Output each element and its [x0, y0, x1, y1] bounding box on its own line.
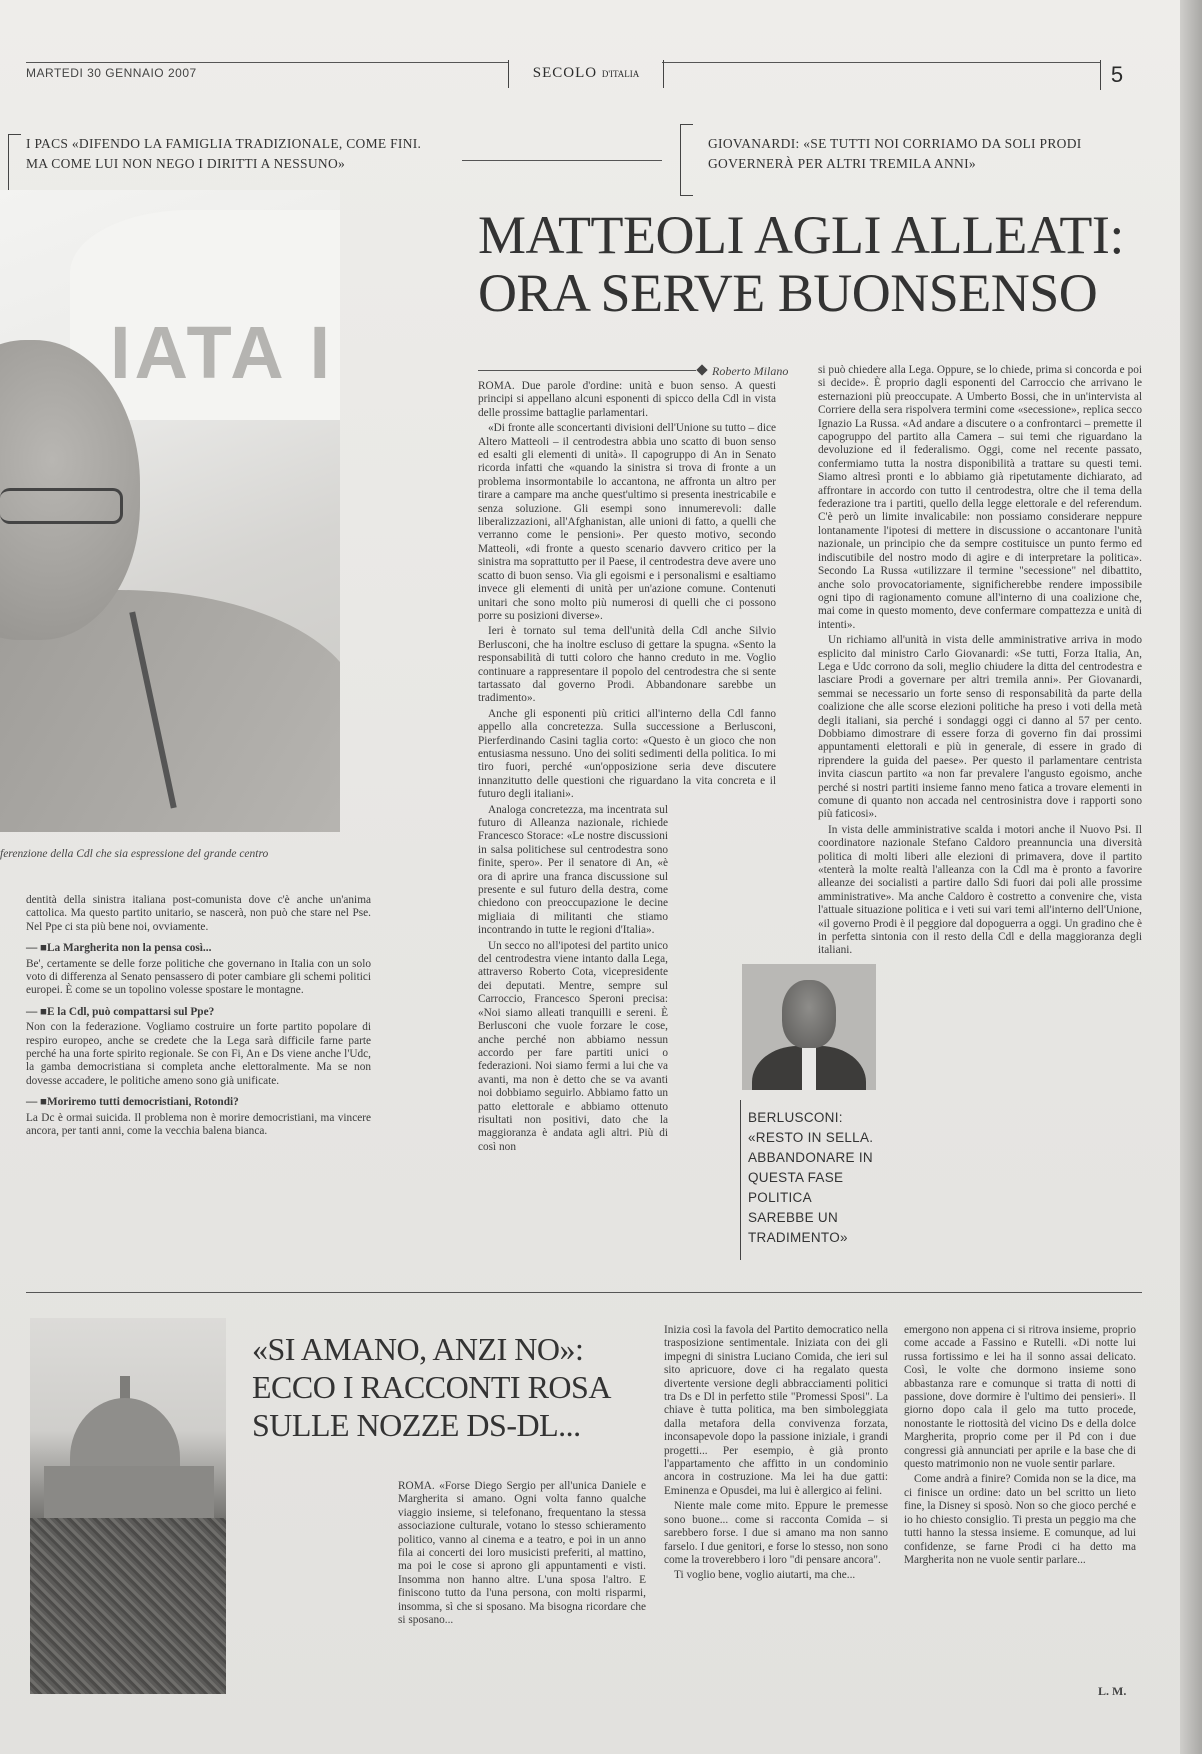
photo-glasses: [0, 488, 123, 524]
paragraph: emergono non appena ci si ritrova insieme, proprio come accade a Fassino e Rutelli. «Di notte lui russa fortissimo e lei ha il sonno assai delicato. Così, le volte che dormono insieme sono abbastanza rare e comunque si tratta di notti di passione, dove dormire è l'ultimo dei pensieri». Il giorno dopo cala il gelo ma tutto procede, nonostante le riottosità del vicino Ds e della dolce Margherita, proprio come per il Pd con i due congressi già annunciati per aprile e la base che di questo matrimonio non ne vuole sentir parlare.: [904, 1324, 1136, 1471]
paragraph: Anche gli esponenti più critici all'interno della Cdl fanno appello alla concretezza. Sulla successione a Berlusconi, Pierferdinando Casini taglia corto: «Questo è un gioco che non entusiasma nessuno. Uno dei soliti sedimenti della politica. Io mi tiro fuori, perché «un'opposizione seria deve discutere innanzitutto delle questioni che riguardano la vita concreta e il futuro degli italiani».: [478, 707, 776, 801]
quote-separator: [462, 160, 662, 161]
header-rule-right: [662, 62, 1100, 63]
newspaper-name: [508, 60, 664, 88]
paragraph: In vista delle amministrative scalda i motori anche il Nuovo Psi. Il coordinatore nazionale Stefano Caldoro preannuncia una diversità politica di molti liberi alle elezioni di primavera, dove il partito «tenterà la molte realtà l'alleanza con la Cdl ma è pronto a favorire alleanze dei socialisti a partire dallo Sdi fuori dai poli alle prossime amministrative». Ma anche Caldoro è costretto a convenire che, vista l'attuale situazione politica e i veti sui vari temi all'interno dell'Unione, «il governo Prodi è il peggiore dal dopoguerra a oggi. Un gradino che è in perfetta sintonia con il resto della Cdl e della maggioranza degli italiani.: [818, 823, 1142, 957]
paragraph: ROMA. Due parole d'ordine: unità e buon senso. A questi principi si appellano alcuni esponenti di spicco della Cdl in vista delle prossime battaglie parlamentari.: [478, 380, 776, 419]
byline-rule: [478, 370, 696, 371]
paragraph-wrap: [478, 804, 668, 1155]
interview-answer: La Dc è ormai suicida. Il problema non è morire democristiani, ma vincere ancora, per tanti anni, come la vecchia balena bianca.: [26, 1111, 371, 1138]
photo-shirt: [802, 1046, 816, 1090]
photo-banner-text: IATA I: [110, 311, 335, 394]
right-quote-bracket: [680, 124, 693, 196]
paragraph: ROMA. «Forse Diego Sergio per all'unica Daniele e Margherita si amano. Ogni volta fanno qualche viaggio insieme, si telefonano, frequentano la stessa associazione culturale, votano lo stesso schieramento politico, vanno al cinema e a teatro, e poi in un anno fila ai concerti dei loro musicisti preferiti, al mattino, ma poi le cose si aprono gli appuntamenti e visti. Insomma non hanno altre. L'una sposa l'altro. E finiscono tutto da l'una persona, con molti risparmi, insomma, sì che si sposano. Ma bisogna ricordare che si sposano...: [398, 1480, 646, 1627]
page-spine: [1180, 0, 1202, 1754]
paragraph: Un secco no all'ipotesi del partito unico del centrodestra viene intanto dalla Lega, attraverso Roberto Cota, vicepresidente dei deputati. Mentre, sempre sul Carroccio, Francesco Speroni precisa: «Noi siamo alleati tranquilli e sereni. È Berlusconi che vuole forzare le cose, anche perché non abbiamo nessun accordo per fare partiti unici o federazioni. Noi siamo fermi a lui che va avanti, ma non è detto che se va avanti noi dobbiamo seguirlo. Abbiamo fatto un patto elettorale e abbiamo ottenuto risultati non positivi, dato che la maggioranza è andata agli altri. Più di così non: [478, 939, 668, 1153]
matteoli-photo: [0, 190, 340, 832]
interview-column: [26, 894, 371, 1145]
section-divider: [26, 1292, 1142, 1293]
photo-face: [782, 980, 836, 1048]
berlusconi-photo: [742, 964, 876, 1090]
paragraph: Ieri è tornato sul tema dell'unità della Cdl anche Silvio Berlusconi, che ha inoltre escluso di gettare la spugna. «Sento la responsabilità di tutti coloro che hanno creduto in me. Voglio continuare a rappresentare il popolo del centrodestra che si sente tartassato dal governo Prodi. Abbandonare sarebbe un tradimento».: [478, 625, 776, 705]
article-column-1: [478, 380, 776, 1260]
photo-caption: ferenzione della Cdl che sia espressione del grande centro: [0, 848, 269, 860]
photo-facade: [44, 1466, 214, 1526]
left-quote-bracket: [8, 134, 21, 198]
rome-crowd-photo: [30, 1318, 226, 1694]
header-rule-left: [26, 62, 508, 63]
paragraph: si può chiedere alla Lega. Oppure, se lo chiede, prima si concorda e poi si decide». È proprio dagli esponenti del Carroccio che arrivano le esternazioni più preoccupate. A Umberto Bossi, che in un'intervista al Corriere della sera rispolvera termini come «secessione», replica secco Ignazio La Russa. «Ad andare a discutere o a confrontarci – premette il capogruppo del partito alla Camera – sui temi che riguardano la devoluzione ed il federalismo. Oggi, come nel recente passato, confermiamo tutta la nostra disponibilità a trattare su questi temi. Siamo altresì pronti e lo abbiamo già ripetutamente dichiarato, ad affrontare in accordo con tutto il centrodestra, oltre che il tema della federazione tra i partiti, quello della legge elettorale e del referendum. C'è però un limite invalicabile: non possiamo considerare neppure lontanamente l'ipotesi di mettere in discussione o accantonare l'unità nazionale, un principio che da sempre costituisce un punto fermo ed indiscutibile del nostro modo di agire e di interpretare la politica». Secondo La Russa «utilizzare il termine "secessione" nel dibattito, anche solo provocatoriamente, significherebbe rendere impossibile ogni tipo di ragionamento comune all'interno di una coalizione che, mai come in questo momento, deve confermare compattezza e unità di intenti».: [818, 364, 1142, 631]
interview-answer: Non con la federazione. Vogliamo costruire un forte partito popolare di respiro europeo, anche se credete che la Lega sarà difficile farne parte perché ha una forte spirito regionale. Se con Fi, An e Ds viene anche l'Udc, la gamba democristiana si completa anche elettoralmente. Ma se non dovesse accadere, le politiche ameno sono già unificate.: [26, 1021, 371, 1087]
article-headline: MATTEOLI AGLI ALLEATI: ORA SERVE BUONSENSO: [478, 205, 1124, 323]
issue-date: MARTEDI 30 GENNAIO 2007: [26, 66, 197, 80]
article-signature: L. M.: [1098, 1684, 1127, 1698]
newspaper-suffix: D'ITALIA: [601, 69, 640, 79]
lower-article-column-2: [664, 1324, 888, 1694]
interview-question: — ■ E la Cdl, può compattarsi sul Ppe?: [26, 1006, 371, 1019]
photo-dome: [70, 1398, 180, 1468]
page-number: 5: [1100, 60, 1133, 90]
box-quote-bracket: [740, 1100, 747, 1260]
interview-intro: dentità della sinistra italiana post-comunista dove c'è anche un'anima cattolica. Ma questo partito unitario, se nascerà, non può che stare nel Pse. Nel Ppe ci sta più bene noi, ovviamente.: [26, 894, 371, 933]
paragraph: «Di fronte alle sconcertanti divisioni dell'Unione su tutto – dice Altero Matteoli – il centrodestra abbia uno scatto di buon senso ed esalti gli elementi di unità». Il capogruppo di An in Senato ricorda infatti che «quando la sinistra si trova di fronte a un problema insormontabile lo accantona, ne affronta un altro per tirare a campare ma anche quest'ultimo si presenta inestricabile e senza soluzione. Gli esempi sono innumerevoli: dalle liberalizzazioni, all'Afghanistan, alle unioni di fatto, a quelli che verranno come le pensioni». Per questo motivo, secondo Matteoli, «di fronte a questo scenario davvero critico per la sinistra ma soprattutto per il Paese, il centrodestra deve avere uno scatto di buon senso. Via gli egoismi e i personalismi e esaltiamo invece gli elementi di unità per un'azione comune. Contenuti unitari che sono molto più numerosi di quelli che ci possono porre su posizioni diverse».: [478, 422, 776, 622]
paragraph: Inizia così la favola del Partito democratico nella trasposizione sentimentale. Iniziata con dei gli impegni di sinistra Luciano Comida, che ieri sul sito apricuore, dove ci ha regalato questa divertente versione degli abbracciamenti politici tra Ds e Dl in perfetto stile "Promessi Sposi". La chiave è tutta politica, ma ben simboleggiata dalla metafora della convivenza forzata, inconsapevole dopo la passione iniziale, i grandi progetti... Per esempio, è già pronto l'appartamento che affitto in un condominio ancora in costruzione. Ma lei ha due gatti: Eminenza e Opusdei, ma lui è allergico ai felini.: [664, 1324, 888, 1497]
paragraph: Come andrà a finire? Comida non se la dice, ma ci finisce un ordine: dato un bel scritto un lieto fine, la Disney si sposò. Non so che gioco perché e io ho chiesto consiglio. Ti presta un peggio ma che tutti hanno la stessa insieme. E comunque, ad lui confidenze, se farne Prodi ci ha detto ma Margherita non ne vuole sentir parlare...: [904, 1473, 1136, 1566]
paragraph: Analoga concretezza, ma incentrata sul futuro di Alleanza nazionale, richiede Francesco Storace: «Le nostre discussioni in salsa politichese sul centrodestra sono finite, spero». Per il senatore di An, «è ora di aprire una franca discussione sul presente e sul futuro della destra, come chiedono con preoccupazione le decine migliaia di militanti che stiamo incontrando in tutte le regioni d'Italia».: [478, 803, 668, 937]
berlusconi-quote: BERLUSCONI: «RESTO IN SELLA. ABBANDONARE IN QUESTA FASE POLITICA SAREBBE UN TRADIMENTO»: [748, 1110, 874, 1245]
article-byline: Roberto Milano: [712, 364, 789, 378]
interview-answer: Be', certamente se delle forze politiche che governano in Italia con un solo voto di differenza al Senato pensassero di poter cambiare gli schemi politici europei. È come se un topolino volesse spostare le montagne.: [26, 957, 371, 997]
pacs-quote: I PACS «DIFENDO LA FAMIGLIA TRADIZIONALE, COME FINI. MA COME LUI NON NEGO I DIRITTI A NESSUNO»: [26, 136, 422, 171]
lower-article-headline: «SI AMANO, ANZI NO»: ECCO I RACCONTI ROSA SULLE NOZZE DS-DL...: [252, 1331, 610, 1443]
paragraph: Un richiamo all'unità in vista delle amministrative arriva in modo esplicito dal ministro Carlo Giovanardi: «Se tutti, Forza Italia, An, Lega e Udc corrono da soli, meglio chiudere la ditta del centrodestra e lasciare Prodi a governare per altri tremila anni». Per Giovanardi, semmai se necessario un forte senso di responsabilità da parte della coalizione che alle scorse elezioni politiche ha preso i voti della metà degli italiani, sia perché i sondaggi oggi ci danno al 57 per cento. Dobbiamo dimostrare di essere forza di governo fin dai prossimi appuntamenti elettorali e più in generale, di essere in grado di riprendere la guida del paese». Per questo il parlamentare centrista invita ciascun partito «a non far prevalere l'angusto egoismo, anche perché si nostri partiti insieme fanno meno fatica a trovare elementi in comune di quanto non accada nel centrosinistra dove i rapporti sono più faticosi».: [818, 634, 1142, 821]
giovanardi-quote: GIOVANARDI: «SE TUTTI NOI CORRIAMO DA SOLI PRODI GOVERNERÀ PER ALTRI TREMILA ANNI»: [708, 136, 1082, 171]
lower-article-column-1: [398, 1480, 646, 1694]
lower-article-column-3: [904, 1324, 1136, 1682]
interview-question: — ■ Moriremo tutti democristiani, Rotondi?: [26, 1096, 371, 1109]
paragraph: Niente male come mito. Eppure le premesse sono buone... come si racconta Comida – si sarebbero forse. I due si amano ma non sanno farselo. I due genitori, e forse lo stesso, non sono come la troverebbero i loro "di pensare ancora".: [664, 1500, 888, 1566]
photo-crowd: [30, 1518, 226, 1694]
newspaper-title: SECOLO: [532, 65, 598, 81]
interview-question: — ■ La Margherita non la pensa così...: [26, 942, 371, 955]
paragraph: Ti voglio bene, voglio aiutarti, ma che...: [674, 1569, 856, 1582]
